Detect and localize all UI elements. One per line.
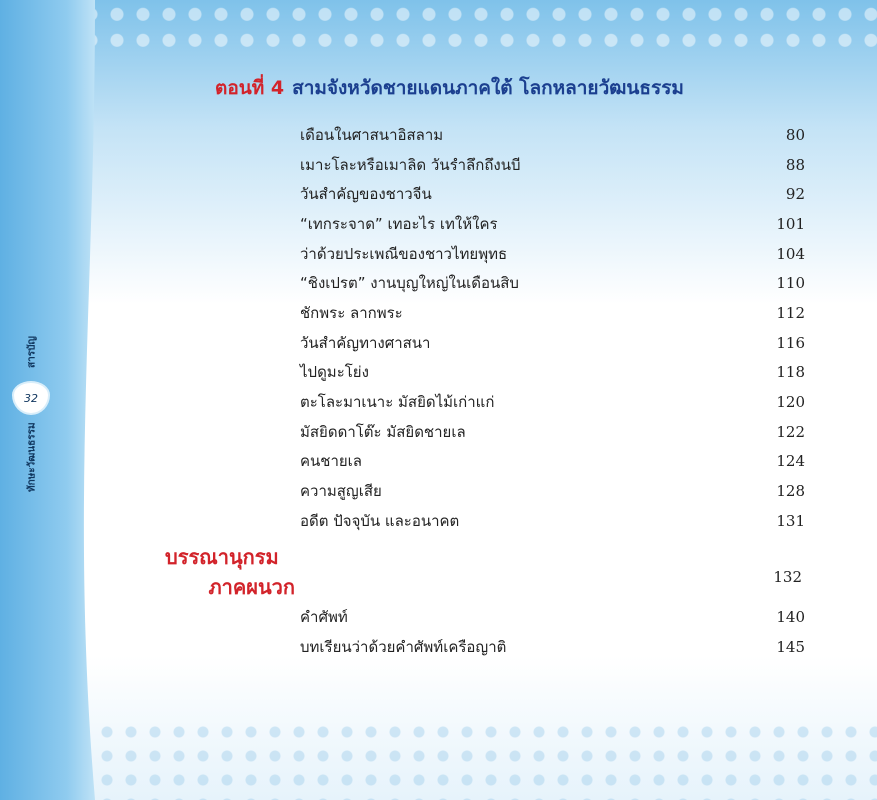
toc-entry-page: 128 <box>776 482 805 501</box>
toc-entry-title: มัสยิดดาโต๊ะ มัสยิดชายเล <box>300 422 466 441</box>
toc-entry-title: ชักพระ ลากพระ <box>300 303 403 322</box>
toc-entry[interactable] <box>300 358 805 388</box>
toc-entry[interactable] <box>300 506 805 536</box>
part-number: ตอนที่ 4 <box>215 77 285 99</box>
toc-entry-page: 122 <box>776 422 805 441</box>
toc-entry[interactable] <box>300 387 805 417</box>
toc-entry[interactable] <box>300 298 805 328</box>
toc-entry-page: 110 <box>776 274 805 293</box>
toc-entry-title: คนชายเล <box>300 452 362 471</box>
toc-list <box>300 120 805 536</box>
appendix-heading <box>165 542 305 602</box>
appendix-entry-page: 145 <box>776 637 805 656</box>
toc-entry-page: 118 <box>776 363 805 382</box>
toc-entry-page: 116 <box>776 333 805 352</box>
appendix-entry-page: 140 <box>776 607 805 626</box>
toc-entry-page: 104 <box>776 244 805 263</box>
toc-entry[interactable] <box>300 239 805 269</box>
part-heading <box>215 73 684 103</box>
toc-entry-title: วันสำคัญทางศาสนา <box>300 333 431 352</box>
appendix-entry[interactable] <box>300 632 805 662</box>
toc-entry-page: 120 <box>776 393 805 412</box>
toc-entry[interactable] <box>300 120 805 150</box>
toc-entry[interactable] <box>300 328 805 358</box>
bibliography-heading: บรรณานุกรม <box>165 545 279 569</box>
toc-entry[interactable] <box>300 417 805 447</box>
toc-entry-page: 101 <box>776 214 805 233</box>
decorative-pattern-bottom <box>95 720 877 800</box>
toc-entry-page: 131 <box>776 511 805 530</box>
toc-entry-title: เมาะโละหรือเมาลิด วันรำลึกถึงนบี <box>300 155 521 174</box>
appendix-list <box>300 602 805 661</box>
appendix-entry-title: บทเรียนว่าด้วยคำศัพท์เครือญาติ <box>300 637 507 656</box>
page-number: 32 <box>24 391 38 405</box>
toc-entry[interactable] <box>300 209 805 239</box>
toc-entry-title: ความสูญเสีย <box>300 482 382 501</box>
toc-entry-title: “เทกระจาด” เทอะไร เทให้ใคร <box>300 214 498 233</box>
toc-entry[interactable] <box>300 179 805 209</box>
appendix-entry[interactable] <box>300 602 805 632</box>
toc-entry-title: “ชิงเปรต” งานบุญใหญ่ในเดือนสิบ <box>300 274 519 293</box>
toc-entry-title: อดีต ปัจจุบัน และอนาคต <box>300 511 460 530</box>
toc-entry[interactable] <box>300 150 805 180</box>
toc-entry-title: วันสำคัญของชาวจีน <box>300 185 432 204</box>
toc-entry-page: 112 <box>776 303 805 322</box>
side-book-title: ทักษะวัฒนธรรม <box>26 422 38 492</box>
toc-entry-title: ตะโละมาเนาะ มัสยิดไม้เก่าแก่ <box>300 393 495 412</box>
part-title: สามจังหวัดชายแดนภาคใต้ โลกหลายวัฒนธรรม <box>292 77 684 99</box>
toc-entry-title: เดือนในศาสนาอิสลาม <box>300 125 444 144</box>
toc-entry-title: ไปดูมะโย่ง <box>300 363 369 382</box>
decorative-pattern-top <box>0 0 877 58</box>
toc-entry-page: 88 <box>785 155 805 174</box>
toc-entry-page: 80 <box>785 125 805 144</box>
appendix-entry-title: คำศัพท์ <box>300 607 348 626</box>
toc-entry-title: ว่าด้วยประเพณีของชาวไทยพุทธ <box>300 244 508 263</box>
toc-entry[interactable] <box>300 268 805 298</box>
appendix-subheading: ภาคผนวก <box>208 575 295 599</box>
side-section-label: สารบัญ <box>26 336 38 368</box>
toc-entry[interactable] <box>300 447 805 477</box>
toc-entry[interactable] <box>300 476 805 506</box>
appendix-page: 132 <box>773 568 802 586</box>
toc-entry-page: 92 <box>785 185 805 204</box>
toc-entry-page: 124 <box>776 452 805 471</box>
